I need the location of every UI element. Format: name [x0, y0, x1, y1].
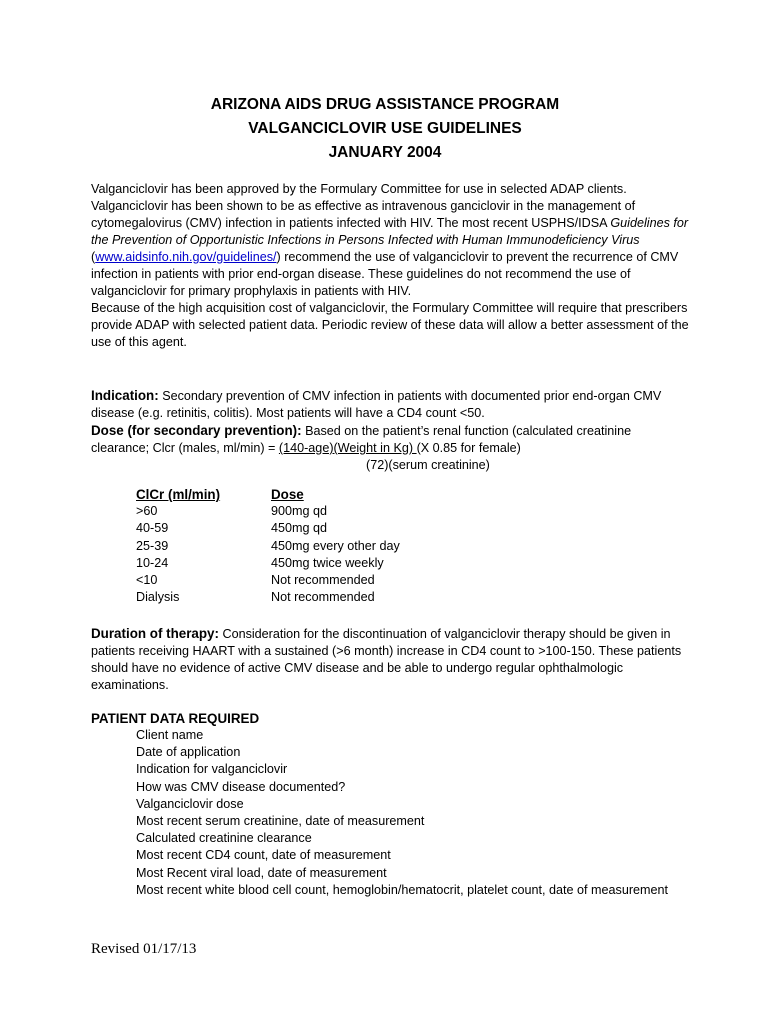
patient-data-section	[91, 710, 691, 899]
formula-numerator: (140-age)(Weight in Kg)	[278, 441, 417, 455]
indication-section	[91, 387, 691, 474]
intro-paragraph-2: Because of the high acquisition cost of valganciclovir, the Formulary Committee will require that prescribers provide ADAP with selected patient data. Periodic review of these data will allow a better assessment of the use of this agent.	[91, 301, 689, 349]
table-row: 25-39 450mg every other day	[136, 538, 400, 553]
list-item: Valganciclovir dose	[136, 796, 244, 811]
list-item: Most Recent viral load, date of measurement	[136, 865, 387, 880]
intro-section	[91, 181, 691, 351]
guidelines-title: VALGANCICLOVIR USE GUIDELINES	[248, 120, 522, 137]
dose-table	[136, 486, 400, 606]
indication-paragraph: Indication: Secondary prevention of CMV infection in patients with documented prior end-organ CMV disease (e.g. retinitis, colitis). Most patients will have a CD4 count <50.	[91, 388, 662, 420]
dose-table-header	[136, 486, 400, 503]
formula-denominator: (72)(serum creatinine)	[366, 458, 490, 472]
list-item: Calculated creatinine clearance	[136, 831, 312, 846]
table-row: 40-59 450mg qd	[136, 521, 328, 536]
duration-section	[91, 625, 691, 694]
indication-label: Indication:	[91, 388, 159, 403]
clcr-column-header: ClCr (ml/min)	[136, 487, 221, 502]
dose-label: Dose (for secondary prevention):	[91, 423, 302, 438]
list-item: Client name	[136, 728, 204, 742]
list-item: Most recent serum creatinine, date of measurement	[136, 814, 425, 829]
patient-data-heading: PATIENT DATA REQUIRED	[91, 711, 260, 726]
date-title: JANUARY 2004	[328, 144, 442, 161]
female-factor: (X 0.85 for female)	[416, 441, 521, 455]
table-row: Dialysis Not recommended	[136, 590, 375, 605]
dose-column-header: Dose	[271, 487, 304, 502]
guidelines-citation: Guidelines for the Prevention of Opportunistic Infections in Persons Infected with Human Immunodeficiency Virus	[91, 216, 689, 247]
table-row: >60 900mg qd	[136, 504, 328, 519]
list-item: Date of application	[136, 745, 241, 760]
dose-paragraph: Dose (for secondary prevention): Based on the patient’s renal function (calculated creatinine clearance; Clcr (males, ml/min) = (140-age)(Weight in Kg) (X 0.85 for female) (72)(serum creatinine)	[91, 422, 691, 474]
list-item: Most recent white blood cell count, hemoglobin/hematocrit, platelet count, date of measurement	[136, 882, 669, 897]
program-title: ARIZONA AIDS DRUG ASSISTANCE PROGRAM	[210, 96, 560, 113]
aidsinfo-link[interactable]: www.aidsinfo.nih.gov/guidelines/	[95, 250, 277, 264]
list-item: Indication for valganciclovir	[136, 762, 288, 777]
intro-paragraph-1: Valganciclovir has been approved by the Formulary Committee for use in selected ADAP clients. Valganciclovir has been shown to be as effective as intravenous ganciclovir in the management of cytomegalovirus (CMV) infection in patients infected with HIV. The most recent USPHS/IDSA Guidelines for the Prevention of Opportunistic Infections in Persons Infected with Human Immunodeficiency Virus (www.aidsinfo.nih.gov/guidelines/) recommend the use of valganciclovir to prevent the recurrence of CMV infection in patients with prior end-organ disease. These guidelines do not recommend the use of valganciclovir for primary prophylaxis in patients with HIV.	[91, 182, 689, 298]
list-item: How was CMV disease documented?	[136, 779, 346, 794]
patient-data-list	[91, 727, 691, 899]
duration-paragraph: Duration of therapy: Consideration for the discontinuation of valganciclovir therapy should be given in patients receiving HAART with a sustained (>6 month) increase in CD4 count to >100-150. These patients should have no evidence of active CMV disease and be able to undergo regular ophthalmologic examinations.	[91, 626, 682, 692]
table-row: <10 Not recommended	[136, 573, 375, 588]
list-item: Most recent CD4 count, date of measurement	[136, 848, 391, 863]
duration-label: Duration of therapy:	[91, 626, 219, 641]
table-row: 10-24 450mg twice weekly	[136, 555, 384, 570]
revision-date: Revised 01/17/13	[91, 941, 197, 957]
title-block	[0, 93, 770, 165]
